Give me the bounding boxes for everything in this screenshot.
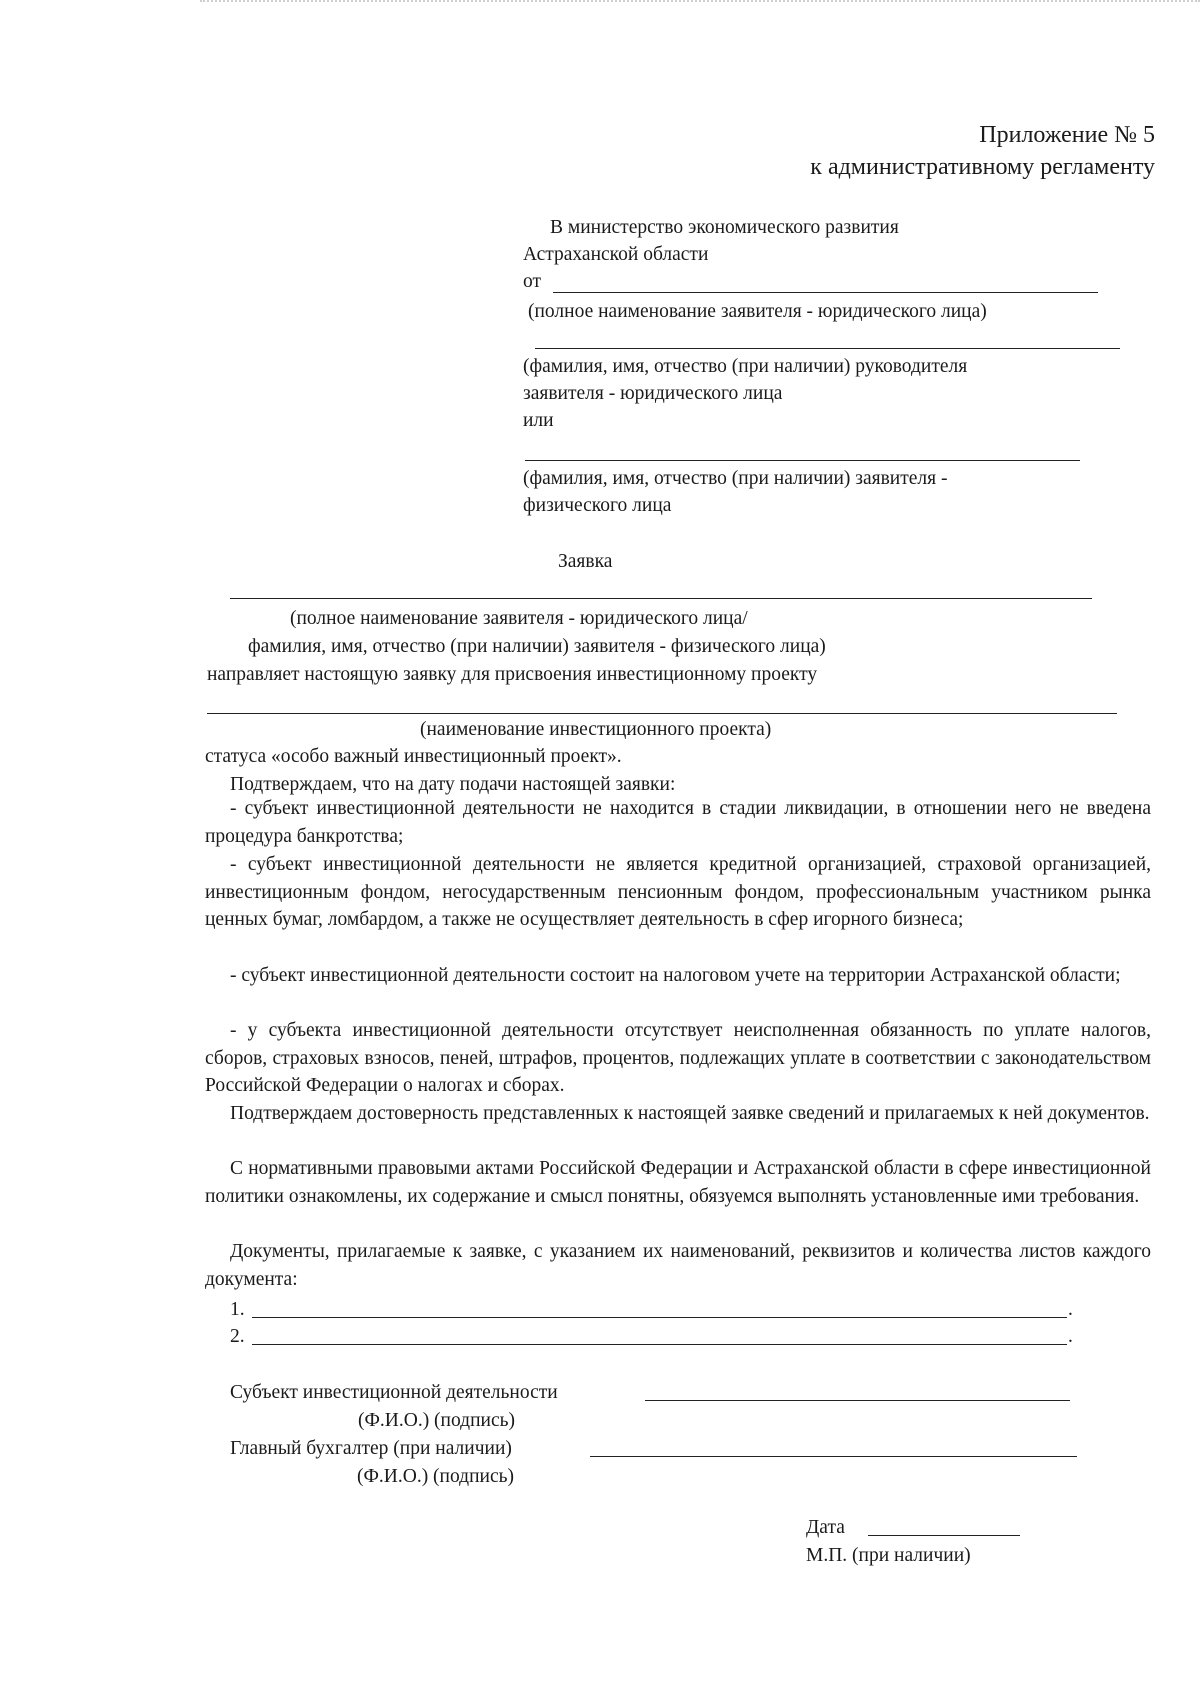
from-label: от [523, 271, 542, 292]
addressee-region: Астраханской области [523, 244, 709, 265]
appendix-number: Приложение № 5 [979, 122, 1155, 148]
status-statement: статуса «особо важный инвестиционный проект». [205, 746, 622, 767]
documents-intro: Документы, прилагаемые к заявке, с указанием их наименований, реквизитов и количества листов каждого документа: [205, 1241, 1151, 1290]
hint-applicant-2: фамилия, имя, отчество (при наличии) заявителя - физического лица) [248, 636, 826, 657]
sends-statement: направляет настоящую заявку для присвоения инвестиционному проекту [207, 664, 818, 685]
hint-person-2: физического лица [523, 495, 672, 516]
hint-org-name: (полное наименование заявителя - юридического лица) [528, 301, 987, 322]
doc-2-field-line[interactable] [252, 1344, 1067, 1345]
confirm-reliability: Подтверждаем достоверность представленных к настоящей заявке сведений и прилагаемых к ней документов. [230, 1103, 1150, 1124]
date-field-line[interactable] [868, 1535, 1020, 1536]
condition-no-tax-debt: - у субъекта инвестиционной деятельности отсутствует неисполненная обязанность по уплате налогов, сборов, страховых взносов, пеней, штрафов, процентов, подлежащих уплате в соответствии с законодательством Российской Федерации о налогах и сборах. [205, 1020, 1151, 1096]
condition-tax-registration: - субъект инвестиционной деятельности состоит на налоговом учете на территории Астраханской области; [230, 965, 1121, 986]
hint-applicant-1: (полное наименование заявителя - юридического лица/ [290, 608, 748, 629]
condition-liquidation: - субъект инвестиционной деятельности не находится в стадии ликвидации, в отношении него не введена процедура банкротства; [205, 798, 1151, 847]
scan-artifact [200, 0, 1200, 6]
condition-not-financial-org: - субъект инвестиционной деятельности не является кредитной организацией, страховой организацией, инвестиционным фондом, негосударственным пенсионным фондом, профессиональным участником рынка ценных бумаг, ломбардом, а также не осуществляет деятельность в сфер игорного бизнеса; [205, 854, 1151, 930]
hint-person-1: (фамилия, имя, отчество (при наличии) заявителя - [523, 468, 948, 489]
applicant-field-line[interactable] [230, 598, 1092, 599]
project-field-line[interactable] [207, 713, 1117, 714]
accountant-signature-label: Главный бухгалтер (при наличии) [230, 1438, 512, 1459]
document-title: Заявка [558, 551, 613, 572]
subject-signature-label: Субъект инвестиционной деятельности [230, 1382, 558, 1403]
stamp-label: М.П. (при наличии) [806, 1545, 971, 1566]
acts-acknowledgement: С нормативными правовыми актами Российской Федерации и Астраханской области в сфере инвестиционной политики ознакомлены, их содержание и смысл понятны, обязуемся выполнять установленные ими требования. [205, 1158, 1151, 1207]
hint-project: (наименование инвестиционного проекта) [420, 719, 772, 740]
head-name-field-line[interactable] [535, 348, 1120, 349]
subject-fio-sign-hint: (Ф.И.О.) (подпись) [358, 1410, 516, 1431]
person-name-field-line[interactable] [525, 460, 1080, 461]
date-label: Дата [806, 1517, 845, 1538]
doc-1-field-line[interactable] [252, 1317, 1067, 1318]
hint-head-name-2: заявителя - юридического лица [523, 383, 783, 404]
accountant-signature-line[interactable] [590, 1456, 1077, 1457]
accountant-fio-sign-hint: (Ф.И.О.) (подпись) [357, 1466, 515, 1487]
hint-head-name-1: (фамилия, имя, отчество (при наличии) руководителя [523, 356, 968, 377]
confirm-date: Подтверждаем, что на дату подачи настоящей заявки: [230, 774, 676, 795]
doc-number-1: 1. [230, 1299, 245, 1320]
from-field-line[interactable] [553, 292, 1098, 293]
doc-2-dot: . [1068, 1326, 1073, 1347]
addressee-ministry: В министерство экономического развития [550, 217, 899, 238]
or-label: или [523, 410, 554, 431]
doc-number-2: 2. [230, 1326, 245, 1347]
doc-1-dot: . [1068, 1299, 1073, 1320]
subject-signature-line[interactable] [645, 1400, 1070, 1401]
appendix-regulation: к административному регламенту [810, 154, 1155, 180]
